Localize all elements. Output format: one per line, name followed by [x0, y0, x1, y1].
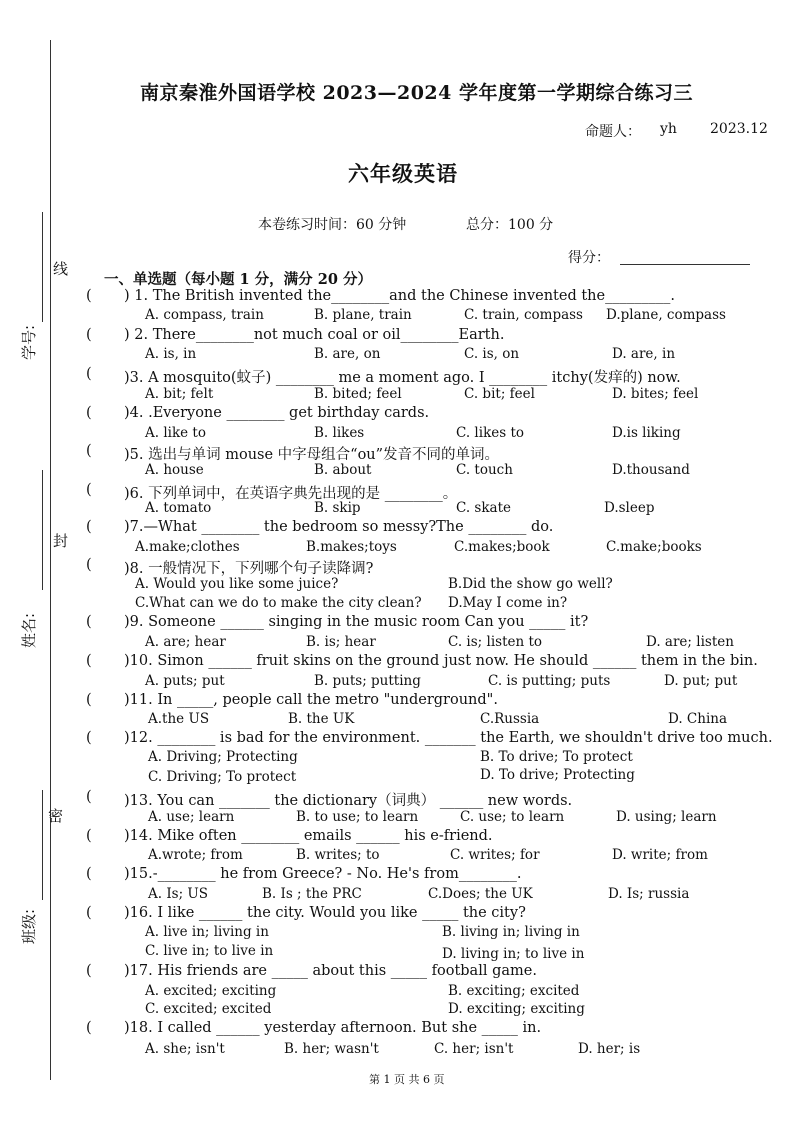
option-c: C.Does; the UK: [428, 886, 533, 902]
option-c: C. her; isn't: [434, 1041, 514, 1057]
option-c: C. Driving; To protect: [148, 769, 297, 785]
option-a: A.the US: [148, 711, 210, 727]
question-text: )10. Simon ______ fruit skins on the ground just now. He should ______ them in the bin.: [124, 653, 758, 669]
question-text: ) 2. There________not much coal or oil________Earth.: [124, 327, 505, 343]
question-text: )7.—What ________ the bedroom so messy?The ________ do.: [124, 519, 554, 535]
option-a: A. live in; living in: [145, 924, 269, 940]
class-field[interactable]: [42, 790, 43, 900]
question-text: )3. A mosquito(蚊子) ________ me a moment ago. I ________ itchy(发痒的) now.: [124, 370, 681, 386]
answer-paren[interactable]: (: [86, 519, 92, 535]
option-b: B. Is ; the PRC: [262, 886, 362, 902]
option-a: A.wrote; from: [148, 847, 243, 863]
option-b: B. bited; feel: [314, 386, 402, 402]
question-text: )17. His friends are _____ about this _____ football game.: [124, 963, 537, 979]
answer-paren[interactable]: (: [86, 963, 92, 979]
option-a: A.make;clothes: [135, 539, 240, 555]
option-d: D. her; is: [578, 1041, 641, 1057]
option-d: D.is liking: [612, 425, 681, 441]
option-c: C.What can we do to make the city clean?: [135, 595, 422, 611]
option-b: B. to use; to learn: [296, 809, 419, 825]
option-a: A. use; learn: [148, 809, 235, 825]
option-b: B. To drive; To protect: [480, 749, 633, 765]
question-text: )9. Someone ______ singing in the music room Can you _____ it?: [124, 614, 589, 630]
subject-title: 六年级英语: [348, 161, 458, 186]
section-title: 一、单选题（每小题 1 分，满分 20 分）: [104, 271, 372, 288]
option-d: D.sleep: [604, 500, 655, 516]
option-a: A. tomato: [145, 500, 212, 516]
question-text: )5. 选出与单词 mouse 中字母组合“ou”发音不同的单词。: [124, 447, 500, 463]
score-field[interactable]: [620, 264, 750, 265]
option-a: A. is, in: [145, 346, 197, 362]
question-text: )12. ________ is bad for the environment. _______ the Earth, we shouldn't drive too much.: [124, 730, 773, 746]
answer-paren[interactable]: (: [86, 692, 92, 708]
binding-line: [50, 40, 51, 1080]
option-b: B. about: [314, 462, 372, 478]
class-label: 班级:: [20, 908, 38, 944]
answer-paren[interactable]: (: [86, 1020, 92, 1036]
option-c: C. likes to: [456, 425, 525, 441]
answer-paren[interactable]: (: [86, 866, 92, 882]
option-a: A. she; isn't: [145, 1041, 225, 1057]
answer-paren[interactable]: (: [86, 327, 92, 343]
option-b: B.Did the show go well?: [448, 576, 613, 592]
exam-title: 南京秦淮外国语学校 2023—2024 学年度第一学期综合练习三: [140, 82, 693, 104]
option-c: C. train, compass: [464, 307, 583, 323]
option-c: C. use; to learn: [460, 809, 565, 825]
option-d: D. using; learn: [616, 809, 717, 825]
option-d: D. To drive; Protecting: [480, 767, 635, 783]
option-d: D. write; from: [612, 847, 708, 863]
option-b: B. puts; putting: [314, 673, 421, 689]
question-text: )4. .Everyone ________ get birthday cards.: [124, 405, 430, 421]
option-a: A. puts; put: [145, 673, 225, 689]
option-d: D. exciting; exciting: [448, 1001, 585, 1017]
author-label: 命题人：: [585, 124, 641, 140]
question-text: )11. In _____, people call the metro "underground".: [124, 692, 498, 708]
binding-mark-xian: 线: [53, 260, 69, 278]
option-b: B. the UK: [288, 711, 355, 727]
option-a: A. are; hear: [145, 634, 226, 650]
option-d: D.thousand: [612, 462, 690, 478]
option-a: A. Driving; Protecting: [148, 749, 298, 765]
answer-paren[interactable]: (: [86, 653, 92, 669]
question-text: )6. 下列单词中，在英语字典先出现的是 ________。: [124, 486, 458, 502]
option-c: C. is; listen to: [448, 634, 543, 650]
option-c: C. writes; for: [450, 847, 540, 863]
question-text: ) 1. The British invented the________and the Chinese invented the_________.: [124, 288, 675, 304]
question-text: )18. I called ______ yesterday afternoon. But she _____ in.: [124, 1020, 542, 1036]
option-d: C.make;books: [606, 539, 702, 555]
binding-mark-mi: 密: [48, 807, 64, 825]
option-d: D. are; listen: [646, 634, 734, 650]
option-d: D.plane, compass: [606, 307, 726, 323]
answer-paren[interactable]: (: [86, 443, 92, 459]
option-d: D. China: [668, 711, 728, 727]
option-c: C.Russia: [480, 711, 540, 727]
option-a: A. Would you like some juice?: [135, 576, 339, 592]
option-b: B. living in; living in: [442, 924, 580, 940]
answer-paren[interactable]: (: [86, 730, 92, 746]
page-number: 第 1 页 共 6 页: [369, 1073, 445, 1086]
option-c: C.makes;book: [454, 539, 550, 555]
binding-mark-feng: 封: [53, 532, 69, 550]
author: yh: [660, 121, 677, 137]
option-a: A. excited; exciting: [145, 983, 277, 999]
question-text: )13. You can _______ the dictionary（词典） ______ new words.: [124, 793, 573, 809]
option-b: B. her; wasn't: [284, 1041, 379, 1057]
student-no-field[interactable]: [42, 212, 43, 322]
exam-date: 2023.12: [710, 121, 768, 137]
option-b: B.makes;toys: [306, 539, 397, 555]
option-c: C. touch: [456, 462, 513, 478]
option-a: A. bit; felt: [145, 386, 214, 402]
option-b: B. skip: [314, 500, 361, 516]
option-c: C. is putting; puts: [488, 673, 611, 689]
option-b: B. plane, train: [314, 307, 412, 323]
option-c: C. is, on: [464, 346, 520, 362]
name-field[interactable]: [42, 470, 43, 590]
option-c: C. excited; excited: [145, 1001, 272, 1017]
option-b: B. writes; to: [296, 847, 380, 863]
answer-paren[interactable]: (: [86, 482, 92, 498]
answer-paren[interactable]: (: [86, 789, 92, 805]
option-d: D. living in; to live in: [442, 946, 585, 962]
question-text: )14. Mike often ________ emails ______ his e-friend.: [124, 828, 493, 844]
option-a: A. compass, train: [145, 307, 264, 323]
option-d: D. are, in: [612, 346, 676, 362]
question-text: )15.-________ he from Greece? - No. He's from________.: [124, 866, 522, 882]
answer-paren[interactable]: (: [86, 614, 92, 630]
option-c: C. skate: [456, 500, 512, 516]
option-b: B. is; hear: [306, 634, 376, 650]
answer-paren[interactable]: (: [86, 366, 92, 382]
answer-paren[interactable]: (: [86, 288, 92, 304]
option-a: A. like to: [145, 425, 206, 441]
score-label: 得分：: [568, 250, 610, 266]
name-label: 姓名:: [20, 612, 38, 648]
score-info: 总分：100 分: [466, 217, 554, 233]
option-b: B. likes: [314, 425, 365, 441]
option-a: A. Is; US: [148, 886, 209, 902]
option-d: D.May I come in?: [448, 595, 568, 611]
option-d: D. bites; feel: [612, 386, 699, 402]
time-info: 本卷练习时间：60 分钟: [258, 217, 407, 233]
option-d: D. put; put: [664, 673, 738, 689]
answer-paren[interactable]: (: [86, 828, 92, 844]
student-no-label: 学号:: [20, 324, 38, 360]
question-text: )8. 一般情况下，下列哪个句子读降调?: [124, 561, 374, 577]
option-d: D. Is; russia: [608, 886, 690, 902]
answer-paren[interactable]: (: [86, 405, 92, 421]
answer-paren[interactable]: (: [86, 557, 92, 573]
option-a: A. house: [145, 462, 204, 478]
question-text: )16. I like ______ the city. Would you like _____ the city?: [124, 905, 526, 921]
option-c: C. bit; feel: [464, 386, 535, 402]
option-b: B. exciting; excited: [448, 983, 580, 999]
option-c: C. live in; to live in: [145, 943, 274, 959]
answer-paren[interactable]: (: [86, 905, 92, 921]
option-b: B. are, on: [314, 346, 381, 362]
